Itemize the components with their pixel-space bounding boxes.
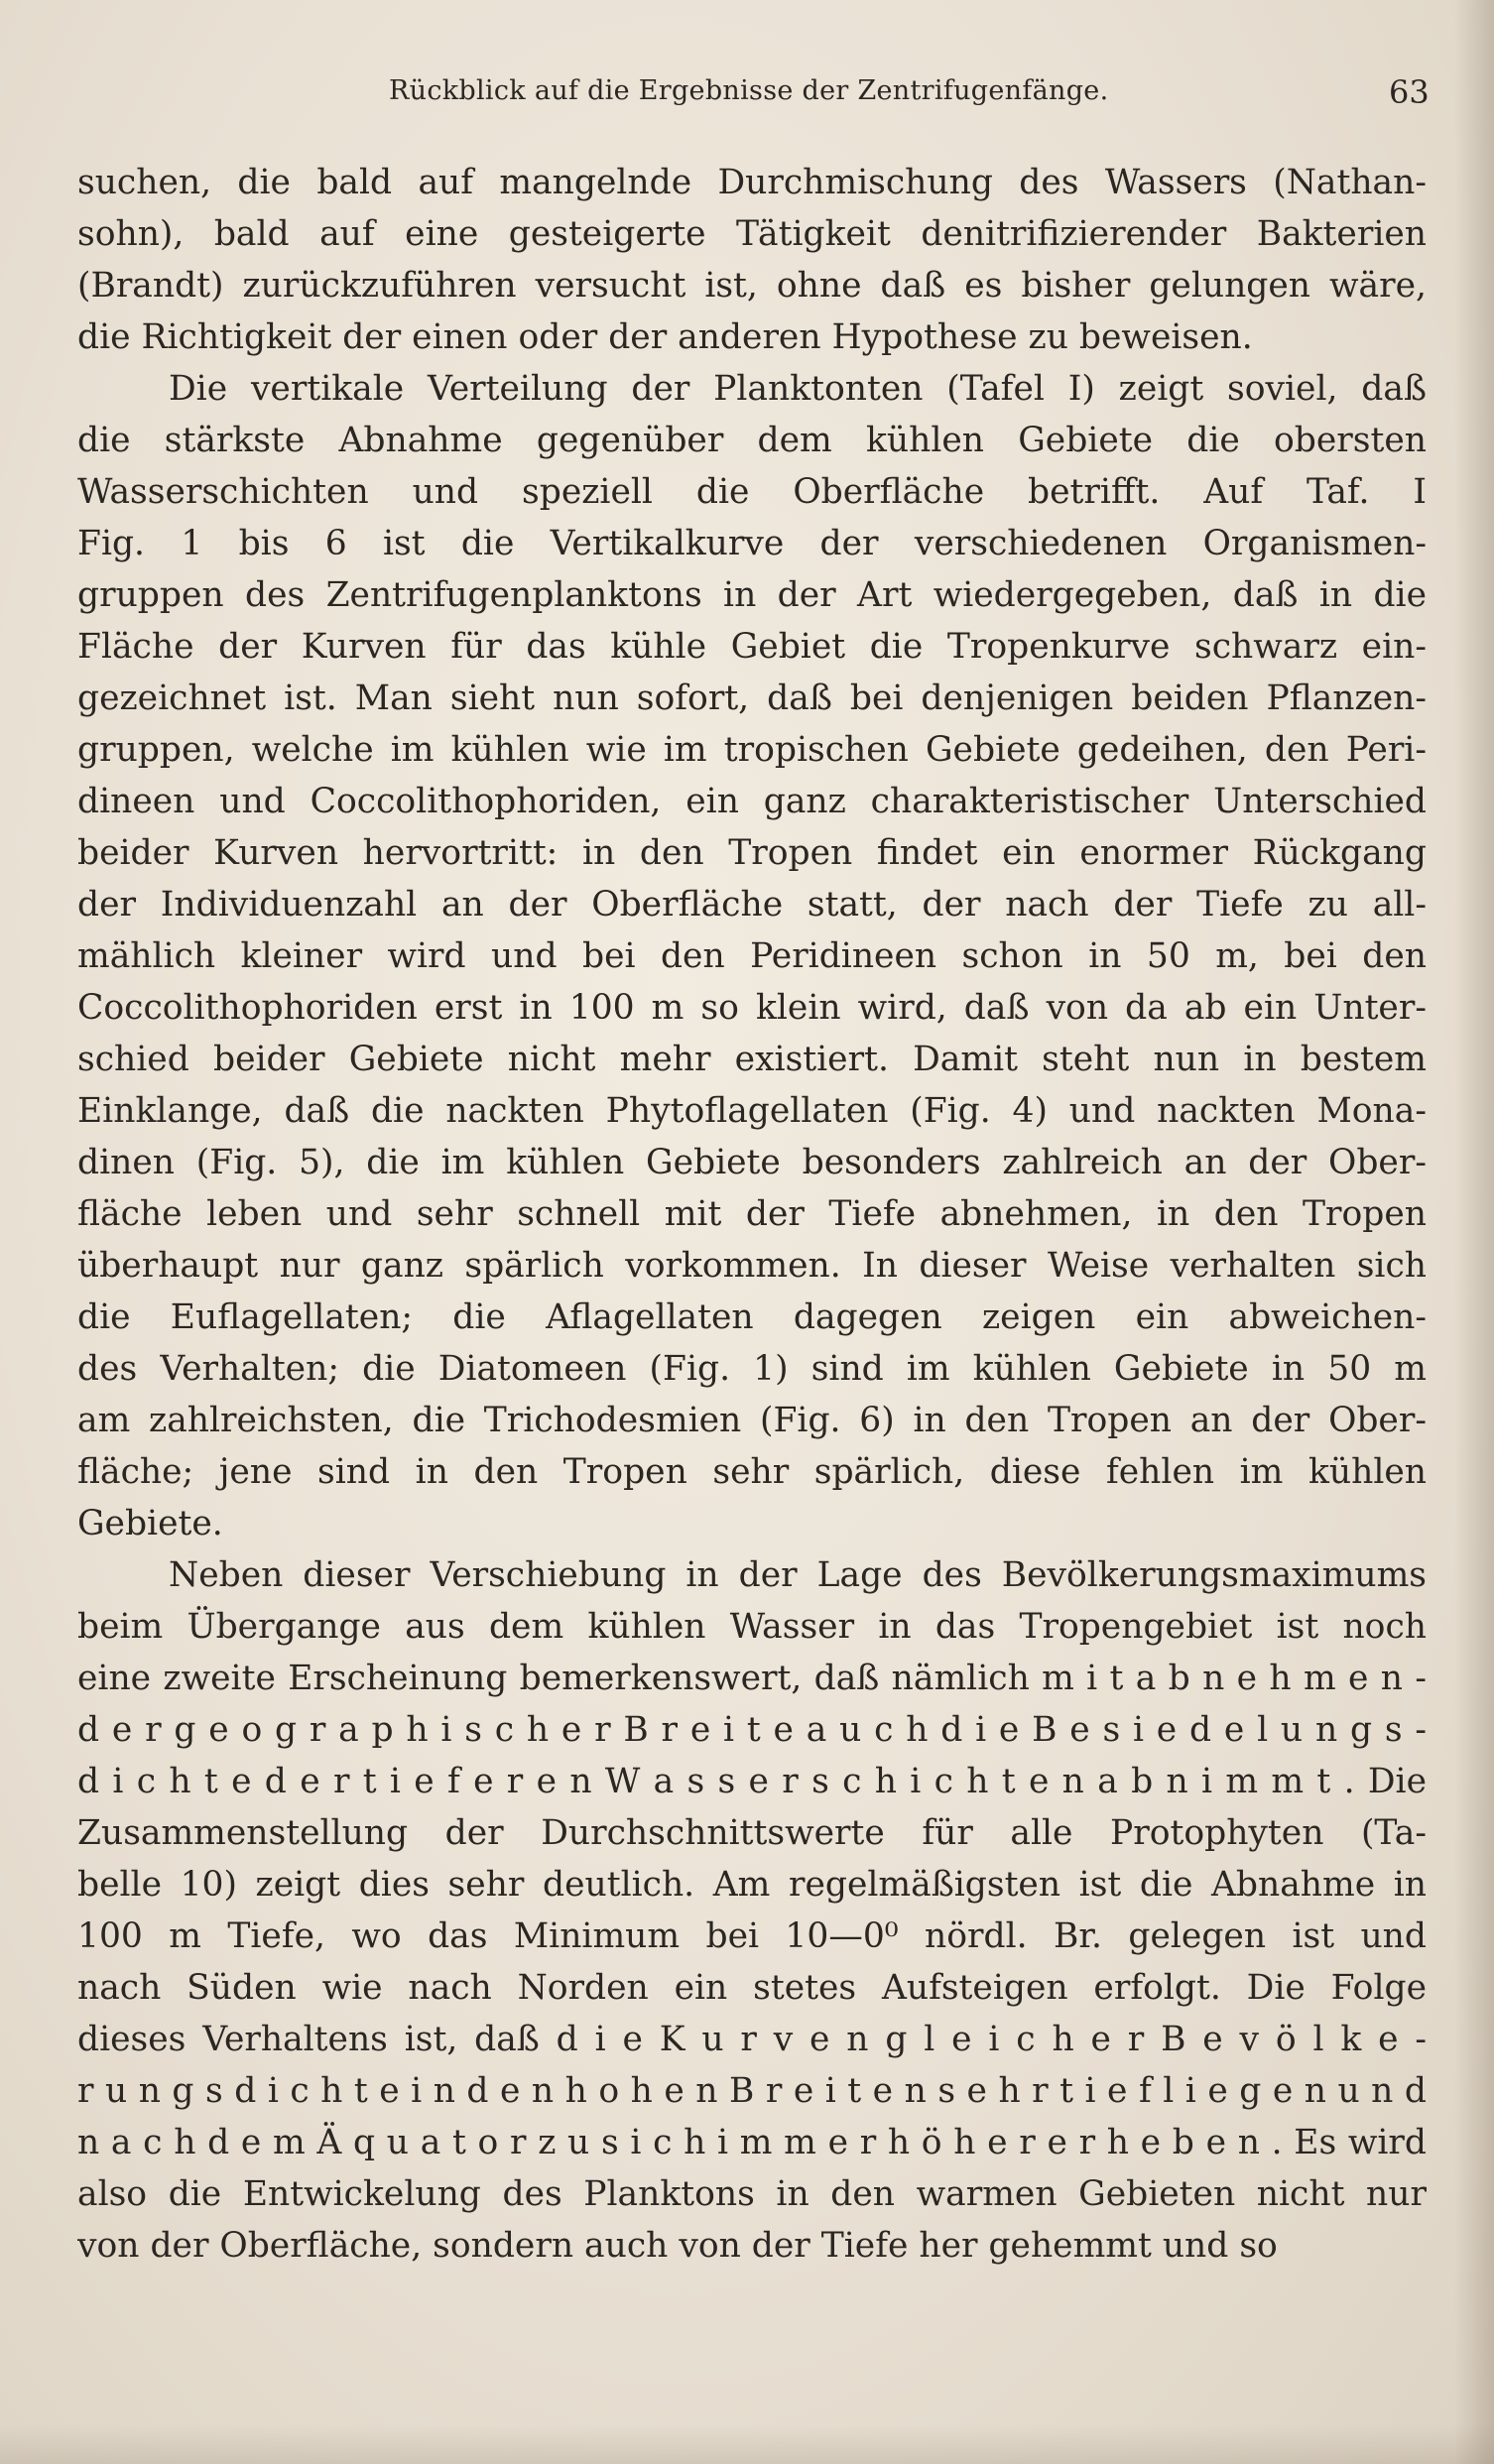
text-line: Coccolithophoriden erst in 100 m so klein wird, daß von da ab ein Unter-	[77, 988, 1427, 1028]
text-line: d e r g e o g r a p h i s c h e r B r e i t e a u c h d i e B e s i e d e l u n g s -	[77, 1710, 1427, 1750]
paragraph	[77, 1549, 1427, 2272]
text-line: die stärkste Abnahme gegenüber dem kühlen Gebiete die obersten	[77, 421, 1427, 460]
paragraph	[77, 363, 1427, 1549]
text-line: also die Entwickelung des Planktons in den warmen Gebieten nicht nur	[77, 2174, 1427, 2214]
text-line: fläche; jene sind in den Tropen sehr spärlich, diese fehlen im kühlen	[77, 1452, 1427, 1492]
text-line: dieses Verhaltens ist, daß d i e K u r v e n g l e i c h e r B e v ö l k e -	[77, 2020, 1427, 2059]
text-line: die Richtigkeit der einen oder der anderen Hypothese zu beweisen.	[77, 317, 1253, 357]
text-line: Fläche der Kurven für das kühle Gebiet die Tropenkurve schwarz ein-	[77, 627, 1427, 667]
text-line: gruppen des Zentrifugenplanktons in der Art wiedergegeben, daß in die	[77, 575, 1427, 615]
text-line: sohn), bald auf eine gesteigerte Tätigkeit denitrifizierender Bakterien	[77, 214, 1427, 254]
text-line: d i c h t e d e r t i e f e r e n W a s s e r s c h i c h t e n a b n i m m t . Die	[77, 1762, 1427, 1801]
text-line: von der Oberfläche, sondern auch von der Tiefe her gehemmt und so	[77, 2226, 1278, 2266]
text-line: dineen und Coccolithophoriden, ein ganz charakteristischer Unterschied	[77, 782, 1427, 821]
text-line: beider Kurven hervortritt: in den Tropen findet ein enormer Rückgang	[77, 833, 1427, 873]
text-line: belle 10) zeigt dies sehr deutlich. Am regelmäßigsten ist die Abnahme in	[77, 1865, 1427, 1905]
text-line: Neben dieser Verschiebung in der Lage des Bevölkerungsmaximums	[169, 1555, 1427, 1595]
text-line: überhaupt nur ganz spärlich vorkommen. In dieser Weise verhalten sich	[77, 1246, 1427, 1286]
text-line: beim Übergange aus dem kühlen Wasser in das Tropengebiet ist noch	[77, 1607, 1427, 1647]
text-line: des Verhalten; die Diatomeen (Fig. 1) sind im kühlen Gebiete in 50 m	[77, 1349, 1427, 1389]
text-line: Die vertikale Verteilung der Planktonten (Tafel I) zeigt soviel, daß	[169, 369, 1427, 409]
text-line: am zahlreichsten, die Trichodesmien (Fig. 6) in den Tropen an der Ober-	[77, 1401, 1427, 1440]
text-line: gruppen, welche im kühlen wie im tropischen Gebiete gedeihen, den Peri-	[77, 730, 1427, 770]
page-edge-shadow-bottom	[0, 2424, 1494, 2464]
text-line: (Brandt) zurückzuführen versucht ist, ohne daß es bisher gelungen wäre,	[77, 266, 1427, 306]
text-line: eine zweite Erscheinung bemerkenswert, daß nämlich m i t a b n e h m e n -	[77, 1659, 1427, 1698]
text-line: suchen, die bald auf mangelnde Durchmischung des Wassers (Nathan-	[77, 163, 1427, 202]
running-title: Rückblick auf die Ergebnisse der Zentrifugenfänge.	[389, 75, 1109, 106]
page-number: 63	[1389, 73, 1430, 111]
text-line: Zusammenstellung der Durchschnittswerte für alle Protophyten (Ta-	[77, 1813, 1427, 1853]
text-line: Wasserschichten und speziell die Oberfläche betrifft. Auf Taf. I	[77, 472, 1427, 512]
text-line: n a c h d e m Ä q u a t o r z u s i c h i m m e r h ö h e r e r h e b e n . Es wird	[77, 2123, 1427, 2162]
running-header	[0, 75, 1494, 115]
text-line: schied beider Gebiete nicht mehr existiert. Damit steht nun in bestem	[77, 1040, 1427, 1079]
text-line: Fig. 1 bis 6 ist die Vertikalkurve der verschiedenen Organismen-	[77, 524, 1427, 563]
page-edge-shadow-right	[1454, 0, 1494, 2464]
paragraph	[77, 157, 1427, 363]
text-line: die Euflagellaten; die Aflagellaten dagegen zeigen ein abweichen-	[77, 1297, 1427, 1337]
text-line: mählich kleiner wird und bei den Peridineen schon in 50 m, bei den	[77, 936, 1427, 976]
text-line: Gebiete.	[77, 1504, 223, 1543]
text-line: nach Süden wie nach Norden ein stetes Aufsteigen erfolgt. Die Folge	[77, 1968, 1427, 2008]
text-line: r u n g s d i c h t e i n d e n h o h e n B r e i t e n s e h r t i e f l i e g e n u n d	[77, 2071, 1427, 2111]
text-line: dinen (Fig. 5), die im kühlen Gebiete besonders zahlreich an der Ober-	[77, 1143, 1427, 1182]
text-line: Einklange, daß die nackten Phytoflagellaten (Fig. 4) und nackten Mona-	[77, 1091, 1427, 1131]
text-line: der Individuenzahl an der Oberfläche statt, der nach der Tiefe zu all-	[77, 885, 1427, 924]
text-line: gezeichnet ist. Man sieht nun sofort, daß bei denjenigen beiden Pflanzen-	[77, 678, 1427, 718]
body-text	[77, 157, 1427, 2272]
text-line: 100 m Tiefe, wo das Minimum bei 10—0⁰ nördl. Br. gelegen ist und	[77, 1916, 1427, 1956]
text-line: fläche leben und sehr schnell mit der Tiefe abnehmen, in den Tropen	[77, 1194, 1427, 1234]
